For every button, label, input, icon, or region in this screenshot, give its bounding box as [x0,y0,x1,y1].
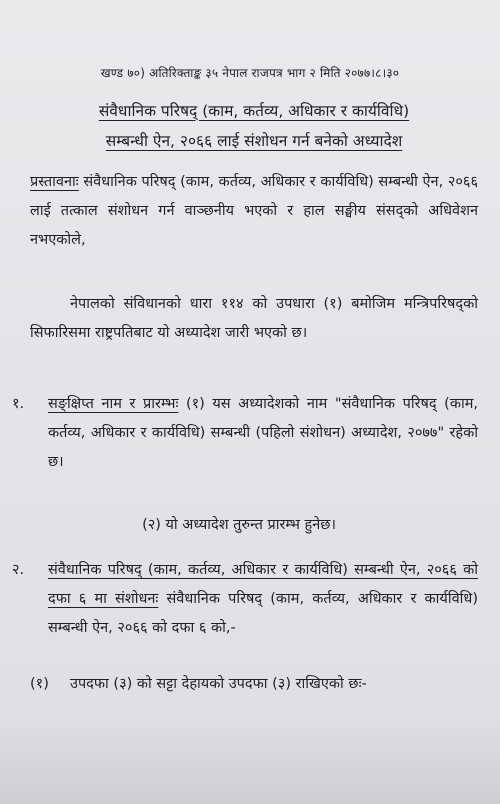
enactment-clause: नेपालको संविधानको धारा ११४ को उपधारा (१) बमोजिम मन्त्रिपरिषद्को सिफारिसमा राष्ट्रपतिबाट यो अध्यादेश जारी भएको छ। [30,296,478,341]
page-header: खण्ड ७०) अतिरिक्ताङ्क ३५ नेपाल राजपत्र भाग २ मिति २०७७।८।३० [100,66,400,80]
clause-1-number: (१) [30,676,49,692]
title-line-1: संवैधानिक परिषद् (काम, कर्तव्य, अधिकार र कार्यविधि) [98,102,410,120]
ordinance-title [30,96,478,156]
section-1-text: (१) यस अध्यादेशको नाम "संवैधानिक परिषद् (काम, कर्तव्य, अधिकार र कार्यविधि) सम्बन्धी (पहिलो संशोधन) अध्यादेश, २०७७" रहेको छ। [48,396,478,470]
section-1-number: १. [12,396,25,412]
section-2-body [48,556,478,643]
title-line-2: सम्बन्धी ऐन, २०६६ लाई संशोधन गर्न बनेको अध्यादेश [105,132,403,150]
section-2-clause-1 [30,670,478,699]
preamble-label: प्रस्तावनाः [30,174,79,190]
clause-1-text: उपदफा (३) को सट्टा देहायको उपदफा (३) राखिएको छः- [70,676,367,692]
section-1 [12,390,478,477]
page-shadow [0,714,500,804]
preamble [30,168,478,255]
section-2-number: २. [12,562,25,578]
preamble-text: संवैधानिक परिषद् (काम, कर्तव्य, अधिकार र कार्यविधि) सम्बन्धी ऐन, २०६६ लाई तत्काल संशोधन गर्न वाञ्छनीय भएको र हाल सङ्घीय संसद्को अधिवेशन नभएकोले, [30,174,478,248]
section-2 [12,556,478,643]
section-1-subsection-2: (२) यो अध्यादेश तुरुन्त प्रारम्भ हुनेछ। [142,517,336,533]
section-2-text: संवैधानिक परिषद् (काम, कर्तव्य, अधिकार र कार्यविधि) सम्बन्धी ऐन, २०६६ को दफा ६ को,- [48,591,478,636]
section-1-heading: सङ्क्षिप्त नाम र प्रारम्भः [48,396,179,412]
section-2-heading: संवैधानिक परिषद् (काम, कर्तव्य, अधिकार र कार्यविधि) सम्बन्धी ऐन, २०६६ को दफा ६ मा संशोधनः [48,562,478,607]
section-1-body [48,390,478,477]
